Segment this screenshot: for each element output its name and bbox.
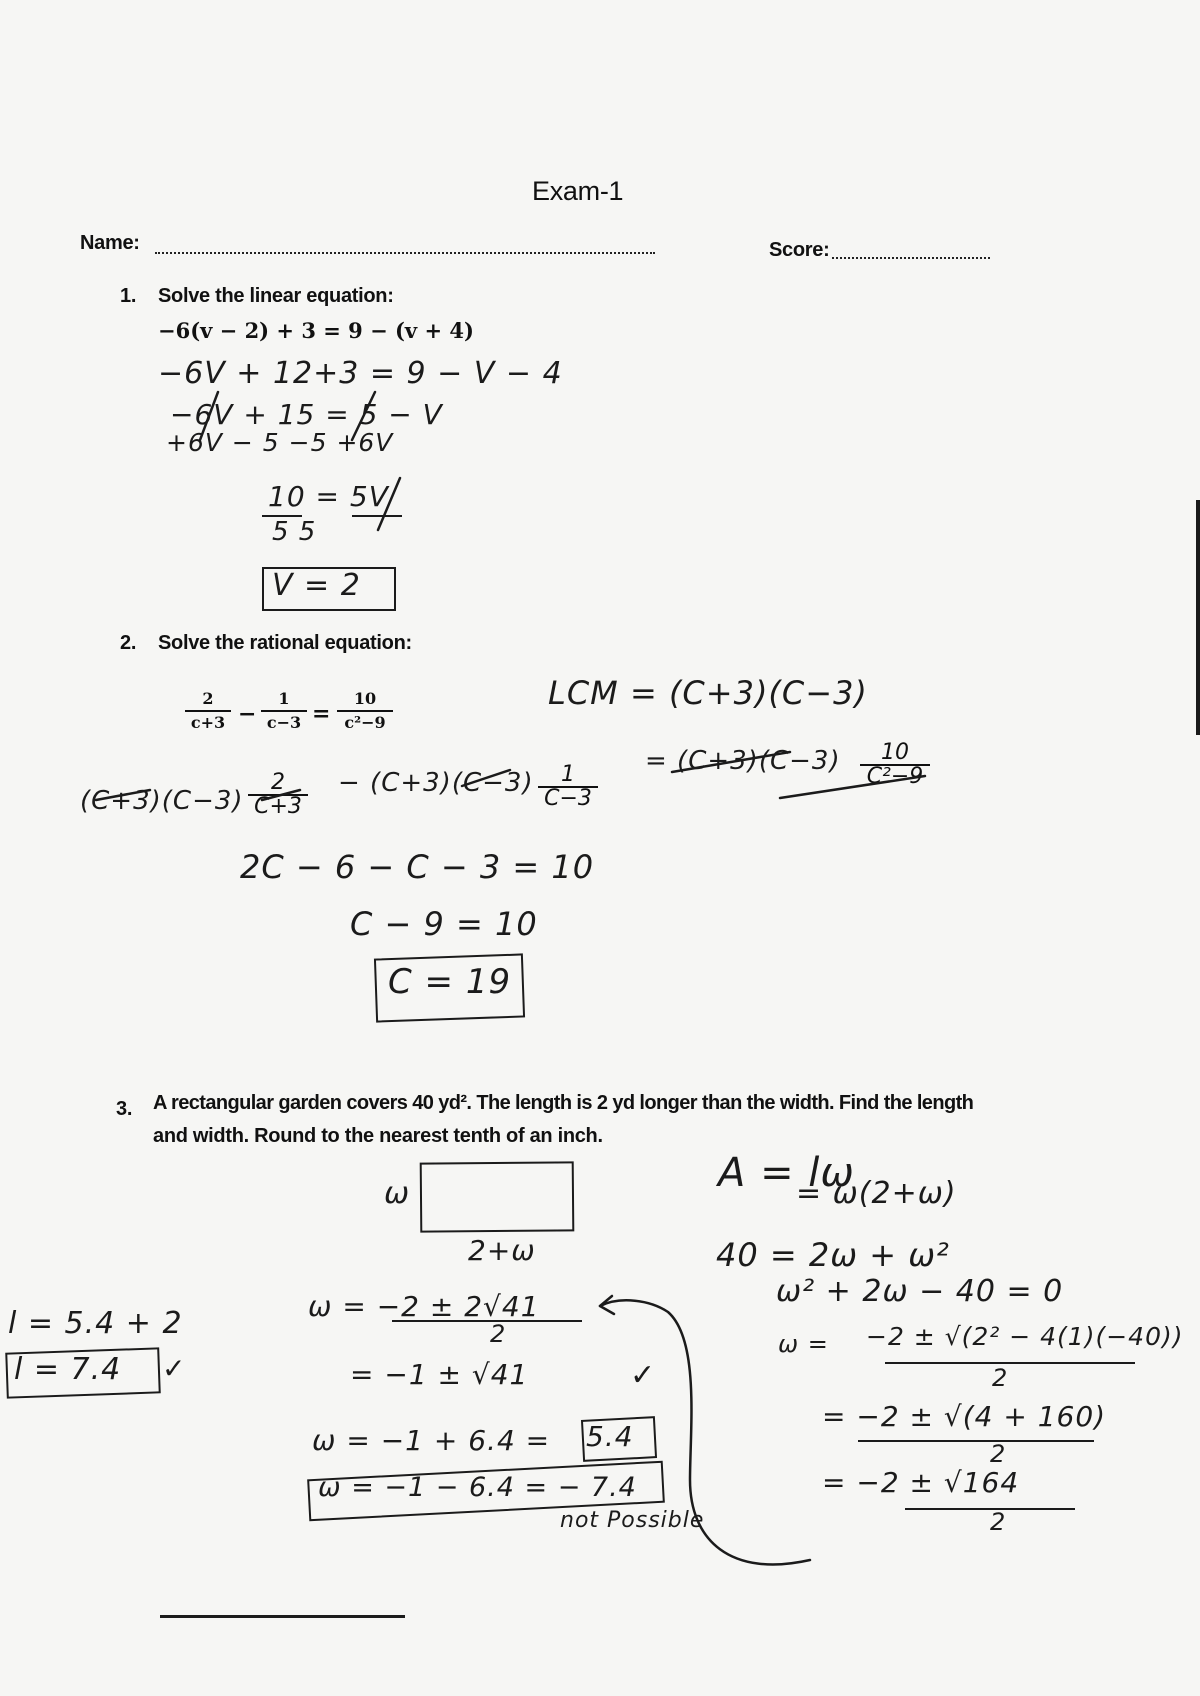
q3-quad-num: −2 ± √(2² − 4(1)(−40)) bbox=[866, 1322, 1184, 1351]
q2-work1-c-num: 10 bbox=[860, 742, 930, 766]
q1-cancel-mark-2 bbox=[352, 392, 375, 440]
q2-work1-c-den: C²−9 bbox=[866, 764, 924, 789]
q1-equation: −6(v − 2) + 3 = 9 − (v + 4) bbox=[158, 318, 474, 343]
q3-right-work-line2: = ω(2+ω) bbox=[796, 1176, 957, 1211]
q3-rect-bottom-label: 2+ω bbox=[468, 1234, 536, 1267]
q2-lcm: LCM = (C+3)(C−3) bbox=[548, 674, 868, 712]
q3-right-work-line4: ω² + 2ω − 40 = 0 bbox=[776, 1274, 1064, 1309]
q2-cancel-mark-1 bbox=[96, 790, 150, 800]
q1-work-line2: −6V + 15 = 5 − V bbox=[170, 398, 443, 431]
q3-number: 3. bbox=[116, 1098, 133, 1120]
score-label: Score: bbox=[769, 239, 830, 261]
q2-work-line3: C − 9 = 10 bbox=[350, 905, 538, 943]
page-title: Exam-1 bbox=[532, 176, 624, 206]
q1-work-line1: −6V + 12+3 = 9 − V − 4 bbox=[158, 356, 563, 391]
q3-quad3-den: 2 bbox=[990, 1508, 1007, 1536]
q2-work1-a-den: C+3 bbox=[254, 794, 302, 819]
q2-cancel-mark-5 bbox=[780, 776, 925, 798]
q2-frac3-den: c²−9 bbox=[344, 713, 386, 732]
q3-arrow-curve bbox=[600, 1300, 810, 1564]
q3-right-work-line1: A = lω bbox=[718, 1150, 855, 1196]
q1-number: 1. bbox=[120, 285, 137, 307]
q2-work1-a: (C+3)(C−3) bbox=[80, 786, 244, 816]
q2-minus: − bbox=[238, 701, 257, 727]
q3-mid-answer: 5.4 bbox=[586, 1420, 634, 1453]
q2-cancel-mark-2 bbox=[262, 790, 300, 800]
q3-quad2-num: = −2 ± √(4 + 160) bbox=[822, 1400, 1107, 1433]
q2-cancel-mark-3 bbox=[462, 770, 510, 786]
q1-prompt: Solve the linear equation: bbox=[158, 285, 394, 307]
q1-cancel-mark-1 bbox=[200, 392, 218, 440]
q3-arrow-head bbox=[600, 1296, 614, 1314]
q2-number: 2. bbox=[120, 632, 137, 654]
q3-left-answer: l = 7.4 bbox=[14, 1352, 122, 1387]
q2-work1-b-num: 1 bbox=[538, 764, 598, 788]
q3-not-possible: not Possible bbox=[560, 1508, 705, 1533]
q2-work1-c: = (C+3)(C−3) bbox=[645, 746, 841, 776]
q2-prompt: Solve the rational equation: bbox=[158, 632, 412, 654]
q1-work-line3: +6V − 5 −5 +6V bbox=[166, 428, 394, 457]
q1-cancel-mark-3 bbox=[378, 478, 400, 530]
q3-mid-work-num: ω = −2 ± 2√41 bbox=[308, 1290, 540, 1323]
q2-work1-a-num: 2 bbox=[248, 772, 308, 796]
q3-quad3-num: = −2 ± √164 bbox=[822, 1466, 1020, 1499]
q3-mid-line3: ω = −1 + 6.4 = bbox=[312, 1424, 551, 1457]
q2-frac1-num: 2 bbox=[185, 688, 231, 712]
q3-right-work-line3: 40 = 2ω + ω² bbox=[716, 1236, 950, 1274]
q3-rect-side-label: ω bbox=[384, 1176, 411, 1211]
q2-work1-b: − (C+3)(C−3) bbox=[338, 768, 534, 798]
q1-work-line4: 10 = 5V bbox=[268, 480, 389, 513]
q3-quad-den: 2 bbox=[992, 1364, 1009, 1392]
q2-cancel-mark-4 bbox=[672, 752, 790, 772]
q2-answer: C = 19 bbox=[388, 962, 512, 1002]
q2-work1-b-den: C−3 bbox=[544, 786, 592, 811]
q3-quad-lhs: ω = bbox=[778, 1330, 829, 1358]
q3-quad2-den: 2 bbox=[990, 1440, 1007, 1468]
q3-mid-line4: ω = −1 − 6.4 = − 7.4 bbox=[318, 1472, 637, 1503]
q3-left-line1: l = 5.4 + 2 bbox=[8, 1306, 183, 1341]
q3-mid-work-den: 2 bbox=[490, 1320, 507, 1348]
q3-prompt-line2: and width. Round to the nearest tenth of an inch. bbox=[153, 1125, 603, 1147]
q3-mid-line2: = −1 ± √41 bbox=[350, 1358, 529, 1391]
q1-answer: V = 2 bbox=[272, 568, 361, 603]
q2-frac1-den: c+3 bbox=[190, 713, 226, 732]
q2-frac3-num: 10 bbox=[337, 688, 393, 712]
bottom-stroke bbox=[160, 1615, 405, 1618]
q1-work-line5: 5 5 bbox=[272, 517, 317, 547]
q3-prompt-line1: A rectangular garden covers 40 yd². The length is 2 yd longer than the width. Find the length bbox=[153, 1092, 974, 1114]
q2-work-line2: 2C − 6 − C − 3 = 10 bbox=[240, 848, 595, 886]
q2-frac2-den: c−3 bbox=[266, 713, 302, 732]
scan-edge-artifact bbox=[1196, 500, 1200, 735]
q3-mid-check: ✓ bbox=[630, 1358, 657, 1393]
q3-left-check: ✓ bbox=[162, 1352, 187, 1385]
q2-equals: = bbox=[312, 701, 331, 727]
q2-frac2-num: 1 bbox=[261, 688, 307, 712]
name-label: Name: bbox=[80, 232, 140, 254]
